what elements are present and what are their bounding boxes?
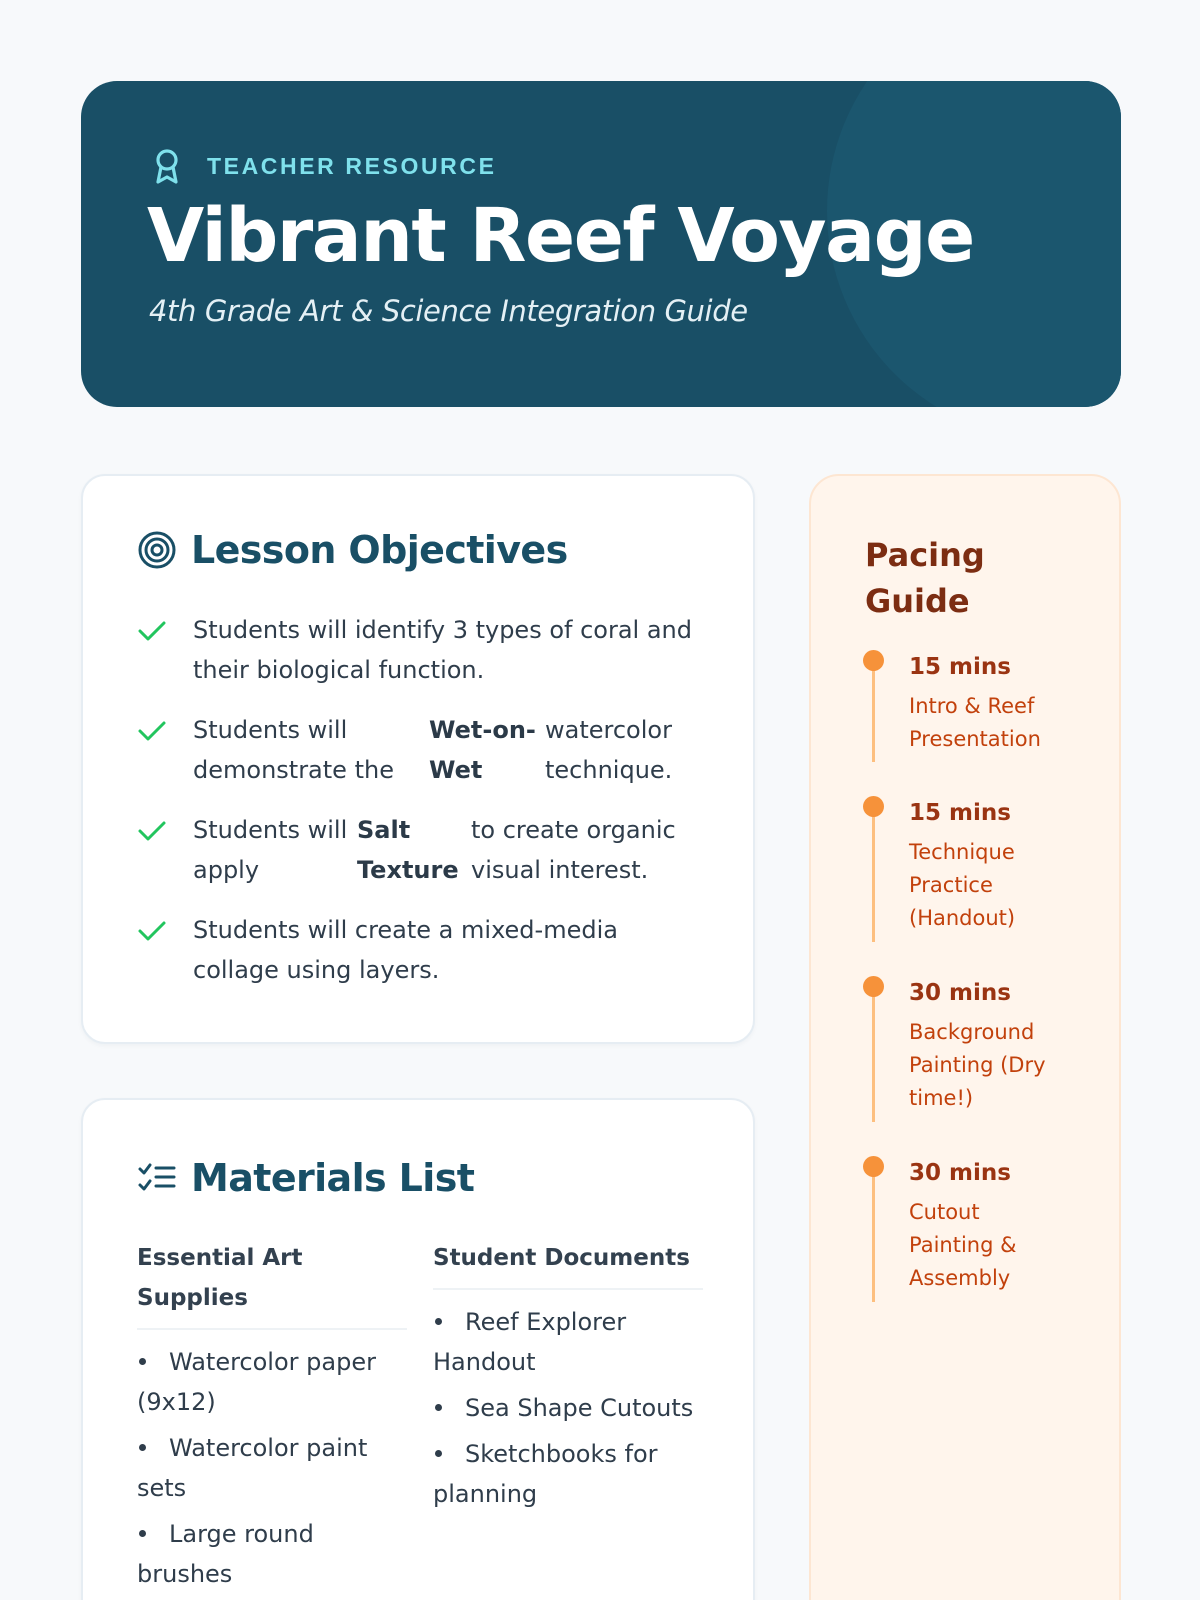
materials-column-art bbox=[137, 1238, 407, 1600]
materials-column-heading: Student Documents bbox=[433, 1238, 703, 1290]
bullet-icon bbox=[139, 1530, 146, 1537]
list-item-text: Watercolor paint sets bbox=[137, 1434, 368, 1502]
materials-list bbox=[137, 1342, 407, 1594]
list-item bbox=[137, 1342, 407, 1422]
pacing-step-activity: Cutout Painting & Assembly bbox=[909, 1200, 1017, 1290]
materials-list bbox=[433, 1302, 703, 1514]
pacing-step-time: 30 mins bbox=[909, 1160, 1011, 1186]
pacing-title: Pacing Guide bbox=[865, 536, 985, 620]
checklist-icon bbox=[137, 1158, 177, 1198]
list-item-text: Watercolor paper (9x12) bbox=[137, 1348, 376, 1416]
objective-text: Students will create a mixed-media collage using layers. bbox=[193, 916, 618, 984]
hero-banner bbox=[81, 81, 1121, 407]
objective-item bbox=[137, 810, 697, 890]
eyebrow-label: TEACHER RESOURCE bbox=[207, 152, 497, 179]
pacing-step-activity: Intro & Reef Presentation bbox=[909, 694, 1041, 751]
objective-text-before: Students will apply bbox=[193, 816, 348, 884]
eyebrow bbox=[151, 147, 497, 185]
objective-text-bold: Wet-on-Wet bbox=[429, 716, 536, 784]
objective-text bbox=[193, 710, 695, 790]
page-title: Vibrant Reef Voyage bbox=[147, 193, 974, 279]
pacing-step-time: 15 mins bbox=[909, 654, 1011, 680]
materials-title: Materials List bbox=[191, 1156, 475, 1200]
pacing-step-activity: Technique Practice (Handout) bbox=[909, 840, 1016, 930]
check-icon bbox=[137, 816, 167, 846]
objective-item bbox=[137, 710, 697, 790]
check-icon bbox=[137, 716, 167, 746]
list-item bbox=[433, 1434, 703, 1514]
objective-text-after: watercolor technique. bbox=[545, 716, 673, 784]
list-item-text: Reef Explorer Handout bbox=[433, 1308, 627, 1376]
check-icon bbox=[137, 916, 167, 946]
bullet-icon bbox=[435, 1318, 442, 1325]
timeline-line bbox=[872, 986, 875, 1122]
pacing-step-time: 30 mins bbox=[909, 980, 1011, 1006]
list-item bbox=[433, 1302, 703, 1382]
page-subtitle: 4th Grade Art & Science Integration Guide bbox=[149, 294, 748, 328]
bullet-icon bbox=[435, 1450, 442, 1457]
list-item-text: Sea Shape Cutouts bbox=[465, 1394, 694, 1422]
materials-column-heading: Essential Art Supplies bbox=[137, 1238, 407, 1330]
timeline-line bbox=[872, 1166, 875, 1302]
materials-card bbox=[81, 1098, 755, 1600]
timeline-line bbox=[872, 806, 875, 942]
materials-column-docs bbox=[433, 1238, 703, 1520]
objective-text-after: to create organic visual interest. bbox=[471, 816, 676, 884]
pacing-step-activity: Background Painting (Dry time!) bbox=[909, 1020, 1046, 1110]
objectives-card bbox=[81, 474, 755, 1044]
list-item bbox=[137, 1514, 407, 1594]
objective-text bbox=[193, 810, 691, 890]
objective-item bbox=[137, 610, 697, 690]
list-item bbox=[137, 1428, 407, 1508]
target-icon bbox=[137, 530, 177, 570]
objectives-title: Lesson Objectives bbox=[191, 528, 568, 572]
timeline-line bbox=[872, 660, 875, 762]
pacing-guide-panel bbox=[809, 474, 1121, 1600]
objective-text: Students will identify 3 types of coral and their biological function. bbox=[193, 616, 692, 684]
timeline-dot-icon bbox=[863, 796, 884, 817]
objectives-heading bbox=[137, 528, 568, 572]
objective-text-bold: Salt Texture bbox=[357, 816, 459, 884]
timeline-dot-icon bbox=[863, 1156, 884, 1177]
timeline-dot-icon bbox=[863, 976, 884, 997]
list-item bbox=[433, 1388, 703, 1428]
check-icon bbox=[137, 616, 167, 646]
bullet-icon bbox=[139, 1358, 146, 1365]
pacing-step-time: 15 mins bbox=[909, 800, 1011, 826]
award-ribbon-icon bbox=[151, 147, 183, 185]
objective-item bbox=[137, 910, 697, 990]
materials-heading bbox=[137, 1156, 474, 1200]
timeline-dot-icon bbox=[863, 650, 884, 671]
objective-text-before: Students will demonstrate the bbox=[193, 716, 394, 784]
list-item-text: Sketchbooks for planning bbox=[433, 1440, 658, 1508]
list-item-text: Large round brushes bbox=[137, 1520, 314, 1588]
bullet-icon bbox=[435, 1404, 442, 1411]
bullet-icon bbox=[139, 1444, 146, 1451]
